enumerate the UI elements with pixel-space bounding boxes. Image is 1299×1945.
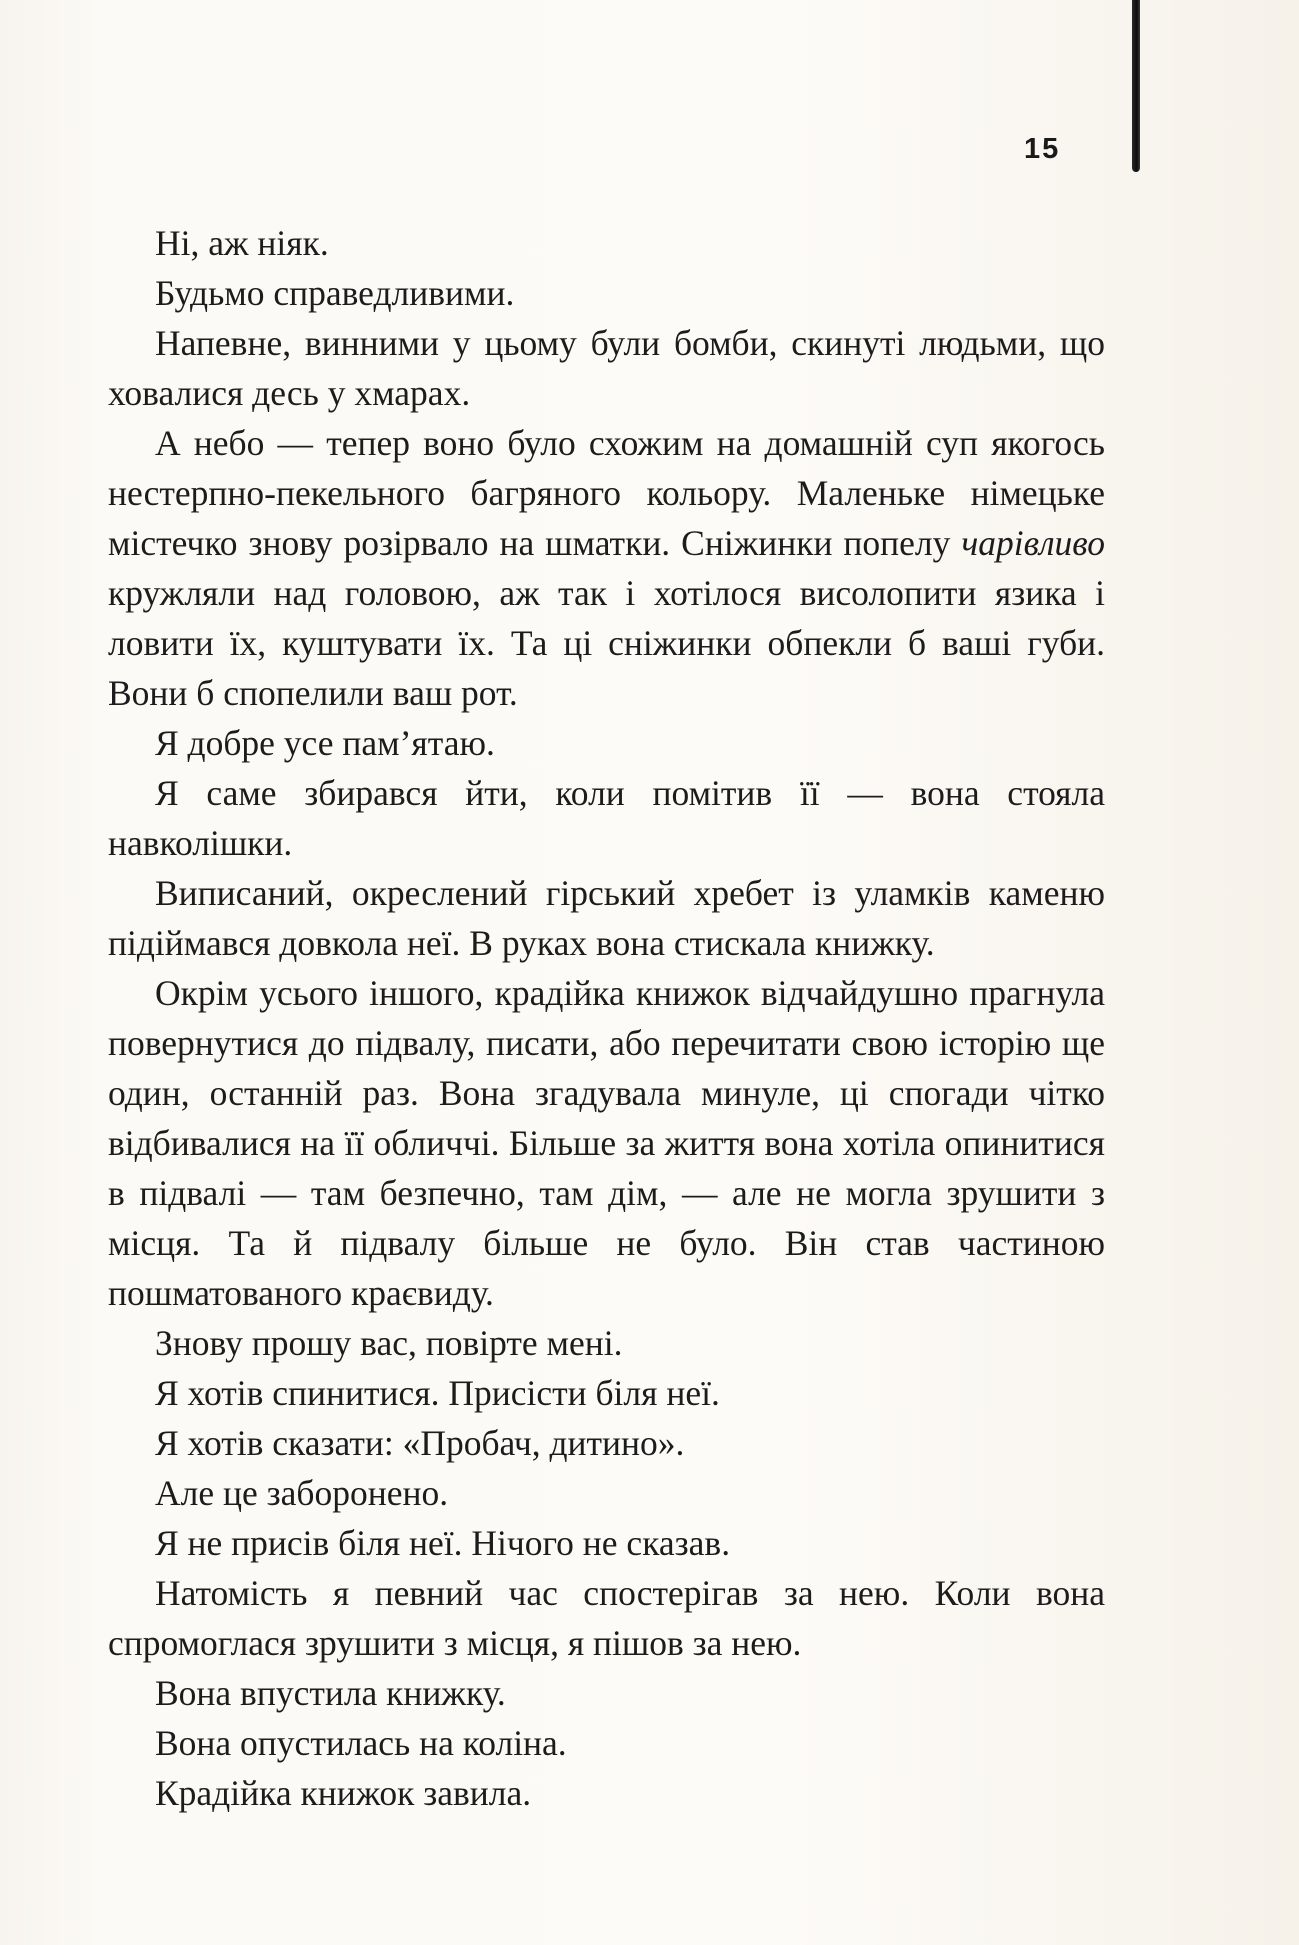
paragraph: Ні, аж ніяк. (155, 223, 329, 263)
paragraph: Вона впустила книжку. (155, 1673, 506, 1713)
paragraph: Натомість я певний час спостерігав за нею. Коли вона спромоглася зрушити з місця, я пішов за нею. (108, 1573, 1105, 1663)
paragraph: Напевне, винними у цьому були бомби, скинуті людьми, що ховалися десь у хмарах. (108, 323, 1105, 413)
page-number: 15 (1024, 133, 1061, 165)
italic-word: чарівливо (961, 523, 1105, 563)
paragraph: Я добре усе пам’ятаю. (155, 723, 495, 763)
paragraph: Вона опустилась на коліна. (155, 1723, 567, 1763)
book-binding-edge (1132, 0, 1140, 172)
paragraph: Я хотів спинитися. Присісти біля неї. (155, 1373, 720, 1413)
paragraph-text: кружляли над головою, аж так і хотілося висолопити язика і ловити їх, куштувати їх. Та ці сніжинки обпекли б ваші губи. Вони б спопелили ваш рот. (108, 573, 1105, 713)
paragraph: Окрім усього іншого, крадійка книжок відчайдушно прагнула повернутися до підвалу, писати, або перечитати свою історію ще один, останній раз. Вона згадувала минуле, ці спогади чітко відбивалися на її обличчі. Більше за життя вона хотіла опинитися в підвалі — там безпечно, там дім, — але не могла зрушити з місця. Та й підвалу більше не було. Він став частиною пошматованого краєвиду. (108, 973, 1105, 1313)
page-body-text (108, 218, 1105, 1818)
paragraph (108, 418, 1105, 718)
paragraph: Крадійка книжок завила. (155, 1773, 532, 1813)
paragraph-text: А небо — тепер воно було схожим на домашній суп якогось нестерпно-пекельного багряного кольору. Маленьке німецьке містечко знову розірвало на шматки. Сніжинки попелу (108, 423, 1105, 563)
paragraph: Будьмо справедливими. (155, 273, 515, 313)
paragraph: Виписаний, окреслений гірський хребет із уламків каменю підіймався довкола неї. В руках вона стискала книжку. (108, 873, 1105, 963)
paragraph: Я хотів сказати: «Пробач, дитино». (155, 1423, 685, 1463)
paragraph: Знову прошу вас, повірте мені. (155, 1323, 623, 1363)
paragraph: Але це заборонено. (155, 1473, 449, 1513)
paragraph: Я саме збирався йти, коли помітив її — вона стояла навколішки. (108, 773, 1105, 863)
paragraph: Я не присів біля неї. Нічого не сказав. (155, 1523, 731, 1563)
